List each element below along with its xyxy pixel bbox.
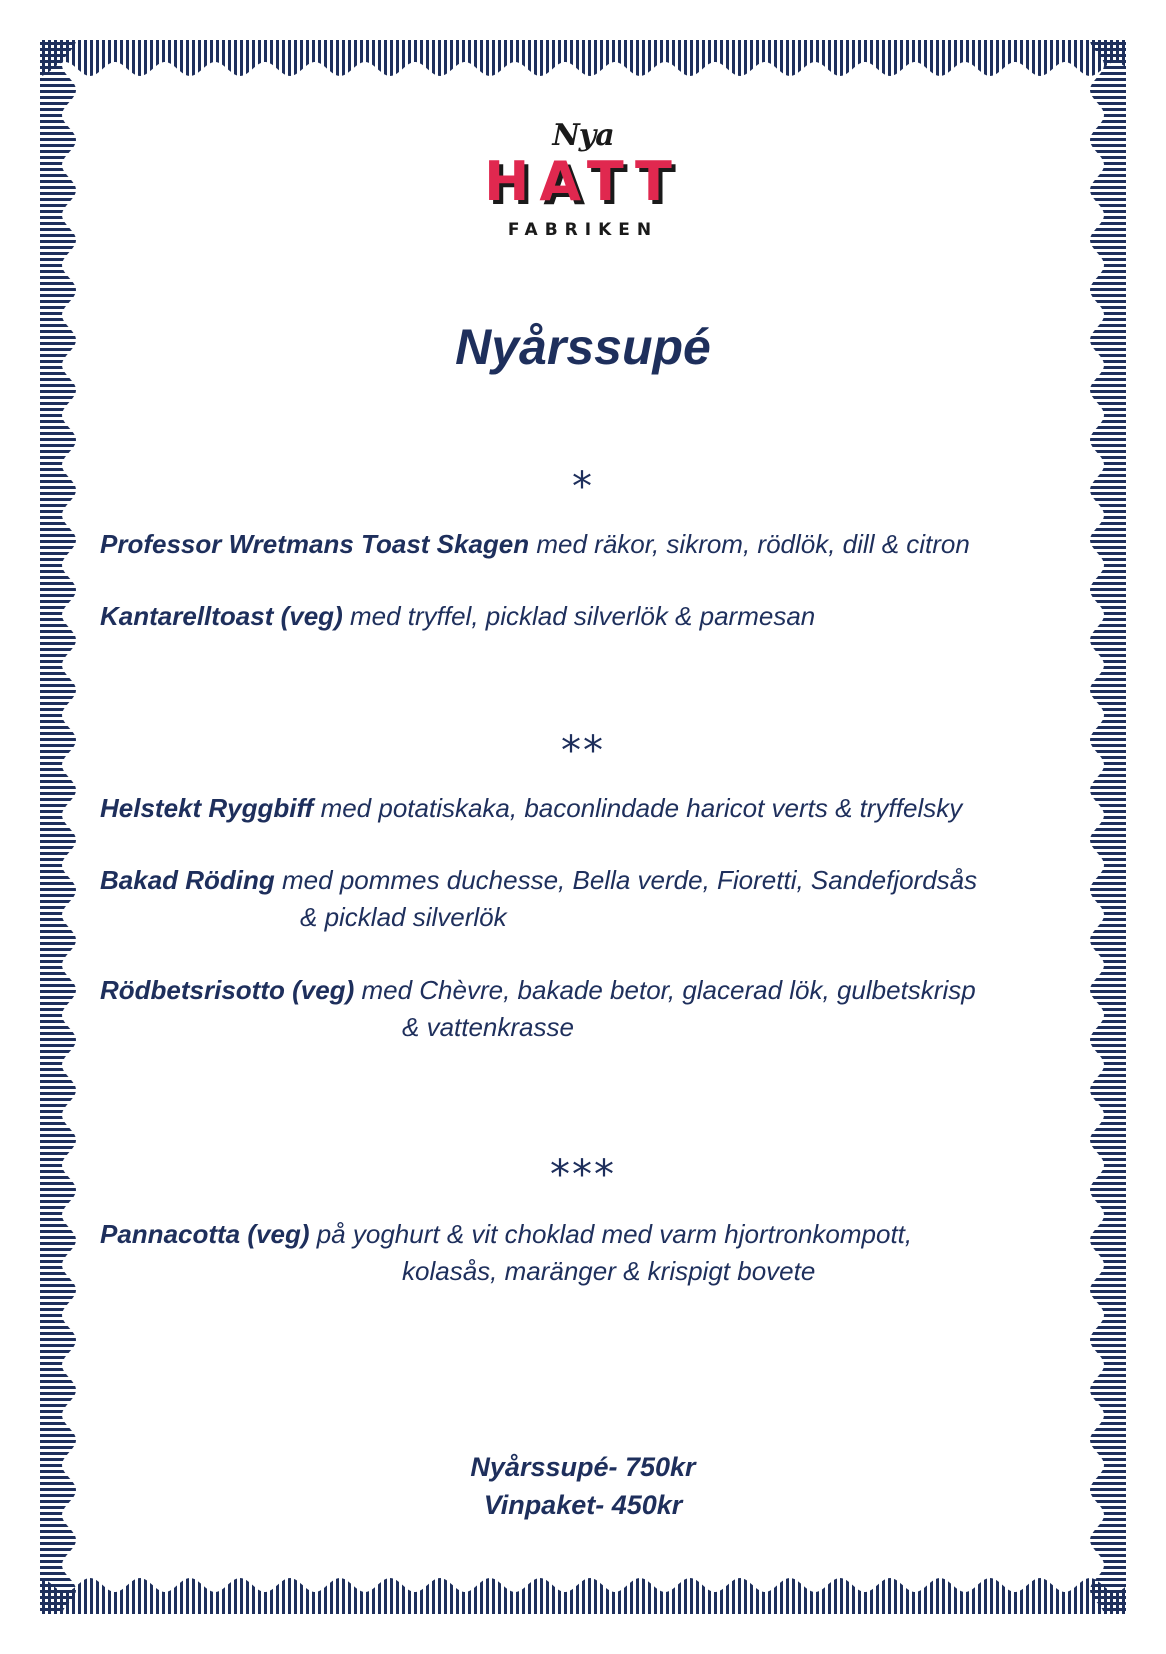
- dish-description-continued: & vattenkrasse: [402, 1012, 574, 1042]
- logo-nya: Nya: [552, 118, 614, 153]
- course-marker-1: *: [572, 464, 594, 510]
- dish-name: Rödbetsrisotto (veg): [100, 975, 355, 1005]
- logo-fabriken: FABRIKEN: [507, 220, 659, 240]
- dish-item: [100, 862, 1080, 936]
- dish-name: Helstekt Ryggbiff: [100, 793, 314, 823]
- menu-title: Nyårssupé: [455, 319, 711, 375]
- price-wine: Vinpaket- 450kr: [483, 1490, 683, 1520]
- dish-name: Professor Wretmans Toast Skagen: [100, 529, 530, 559]
- course-marker-3: ***: [550, 1152, 616, 1198]
- dish-description: med pommes duchesse, Bella verde, Fioretti, Sandefjordsås: [274, 865, 978, 895]
- course-marker-2: **: [561, 728, 605, 774]
- price-menu: Nyårssupé- 750kr: [470, 1452, 696, 1482]
- logo-hatt: HATT: [484, 150, 682, 213]
- dish-item: [100, 598, 1080, 635]
- dish-description: med tryffel, picklad silverlök & parmesan: [342, 601, 816, 631]
- dish-item: [100, 1216, 1080, 1290]
- dish-item: [100, 790, 1080, 827]
- dish-name: Kantarelltoast (veg): [100, 601, 343, 631]
- dish-description: på yoghurt & vit choklad med varm hjortronkompott,: [309, 1219, 913, 1249]
- dish-description: med potatiskaka, baconlindade haricot verts & tryffelsky: [313, 793, 963, 823]
- dish-description-continued: & picklad silverlök: [300, 902, 507, 932]
- dish-description: med Chèvre, bakade betor, glacerad lök, gulbetskrisp: [354, 975, 976, 1005]
- dish-name: Pannacotta (veg): [100, 1219, 310, 1249]
- dish-item: [100, 972, 1080, 1046]
- dish-description: med räkor, sikrom, rödlök, dill & citron: [529, 529, 970, 559]
- dish-description-continued: kolasås, maränger & krispigt bovete: [402, 1256, 816, 1286]
- dish-name: Bakad Röding: [100, 865, 275, 895]
- dish-item: [100, 526, 1080, 563]
